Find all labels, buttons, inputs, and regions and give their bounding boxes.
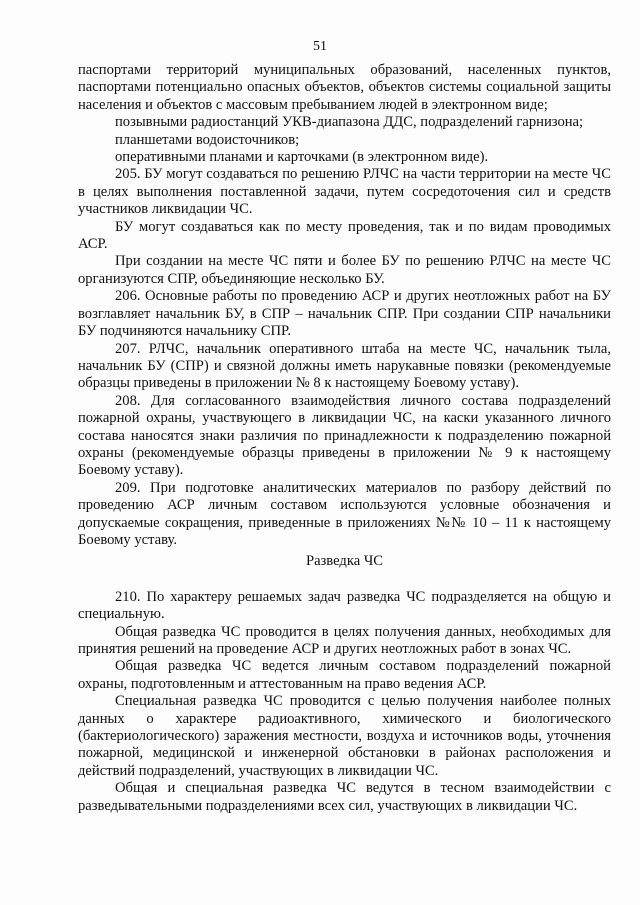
paragraph-water-maps: планшетами водоисточников; (115, 131, 300, 148)
paragraph-special-recon: Специальная разведка ЧС проводится с целью получения наиболее полных данных о характере радиоактивного, химического и биологического (бактериологического) заражения местности, воздуха и источников воды, уточнения пожарной, медицинской и инженерной обстановки в районах расположения и действий подразделений, участвующих в ликвидации ЧС. (78, 693, 611, 779)
paragraph-general-recon: Общая разведка ЧС проводится в целях получения данных, необходимых для принятия решений на проведение АСР и других неотложных работ в зонах ЧС. (78, 623, 611, 657)
paragraph-operational-plans: оперативными планами и карточками (в электронном виде). (115, 149, 489, 166)
document-body (78, 62, 611, 815)
paragraph-208: 208. Для согласованного взаимодействия личного состава подразделений пожарной охраны, участвующего в ликвидации ЧС, на каски указанного личного состава наносятся знаки различия по принадлежности к подразделению пожарной охраны (рекомендуемые образцы приведены в приложении № 9 к настоящему Боевому уставу). (78, 392, 611, 479)
paragraph-joint-recon: Общая и специальная разведка ЧС ведутся в тесном взаимодействии с разведывательными подразделениями всех сил, участвующих в ликвидации ЧС. (78, 780, 611, 814)
page-number: 51 (313, 39, 327, 54)
paragraph-bu-creation: БУ могут создаваться как по месту проведения, так и по видам проводимых АСР. (78, 218, 611, 253)
paragraph-207: 207. РЛЧС, начальник оперативного штаба на месте ЧС, начальник тыла, начальник БУ (СПР) и связной должны иметь нарукавные повязки (рекомендуемые образцы приведены в приложении № 8 к настоящему Боевому уставу). (78, 340, 611, 392)
section-heading: Разведка ЧС (305, 553, 384, 570)
paragraph-210: 210. По характеру решаемых задач разведка ЧС подразделяется на общую и специальную. (78, 588, 611, 623)
paragraph-205: 205. БУ могут создаваться по решению РЛЧС на части территории на месте ЧС в целях выполнения поставленной задачи, путем сосредоточения сил и средств участников ликвидации ЧС. (78, 166, 611, 218)
paragraph-206: 206. Основные работы по проведению АСР и других неотложных работ на БУ возглавляет начальник БУ, в СПР – начальник СПР. При создании СПР начальники БУ подчиняются начальнику СПР. (78, 288, 611, 340)
paragraph-209: 209. При подготовке аналитических материалов по разбору действий по проведению АСР личным составом используются условные обозначения и допускаемые сокращения, приведенные в приложениях №№ 10 – 11 к настоящему Боевому уставу. (78, 479, 611, 548)
paragraph-general-recon-staff: Общая разведка ЧС ведется личным составом подразделений пожарной охраны, подготовленным и аттестованным на право ведения АСР. (78, 658, 611, 692)
paragraph-passports: паспортами территорий муниципальных образований, населенных пунктов, паспортами потенциально опасных объектов, объектов системы социальной защиты населения и объектов с массовым пребыванием людей в электронном виде; (78, 62, 611, 113)
paragraph-spr-organization: При создании на месте ЧС пяти и более БУ по решению РЛЧС на месте ЧС организуются СПР, объединяющие несколько БУ. (78, 253, 611, 287)
paragraph-radio-callsigns: позывными радиостанций УКВ-диапазона ДДС, подразделений гарнизона; (115, 114, 584, 131)
